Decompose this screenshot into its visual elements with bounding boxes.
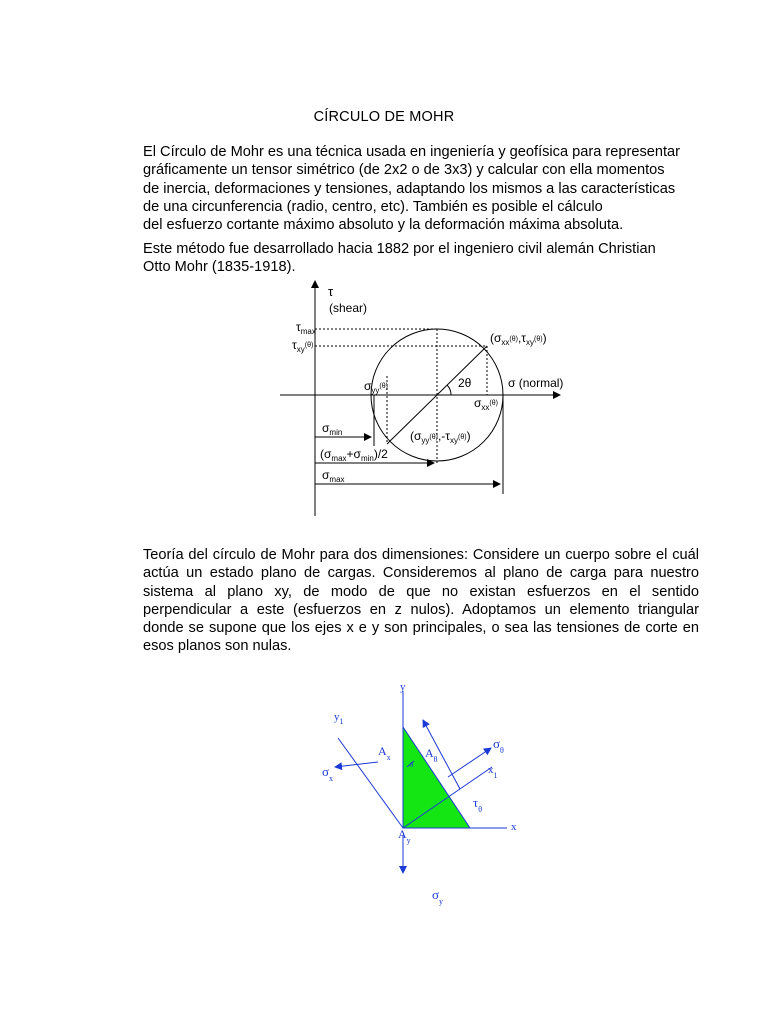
a-theta-label: $A_\theta$ <box>425 746 438 764</box>
paragraph-line: sistema al plano xy, de modo de que no existan esfuerzos en el sentido <box>143 583 699 600</box>
tau-theta-label: $\tau_\theta$ <box>473 795 483 814</box>
shear-label: (shear) <box>329 301 368 315</box>
paragraph-line: de inercia, deformaciones y tensiones, adaptando los mismos a las características <box>143 180 676 197</box>
y-axis-label: y <box>400 681 406 693</box>
paragraph-line: gráficamente un tensor simétrico (de 2x2 o de 3x3) y calcular con ella momentos <box>143 162 665 179</box>
sigma-xx-theta-label: $\sigma_{xx}^{(\theta)}$ <box>474 396 498 412</box>
paragraph-line: actúa un estado plano de cargas. Consideremos al plano de carga para nuestro <box>143 565 699 582</box>
y1-label: $y_1$ <box>334 711 344 726</box>
x-axis-label: x <box>511 821 517 833</box>
sigma-max-label: $\sigma_{max}$ <box>322 468 345 484</box>
paragraph-line: Teoría del círculo de Mohr para dos dimensiones: Considere un cuerpo sobre el cuál <box>143 547 699 563</box>
paragraph-line: esos planos son nulas. <box>143 638 292 655</box>
triangular-element-diagram <box>310 675 530 915</box>
sigma-min-label: $\sigma_{min}$ <box>322 421 343 437</box>
paragraph-line: del esfuerzo cortante máximo absoluto y la deformación máxima absoluta. <box>143 217 624 234</box>
paragraph-line: perpendicular a este (esfuerzos en z nulos). Adoptamos un elemento triangular <box>143 601 699 618</box>
tau-max-label: $\tau_{max}$ <box>296 320 316 336</box>
sigma-axis-label: σ (normal) <box>508 376 564 390</box>
x1-label: $x_1$ <box>488 764 498 780</box>
tau-axis-label: τ <box>328 284 334 299</box>
intro-paragraph <box>143 143 699 234</box>
mohr-circle-diagram <box>270 276 570 516</box>
two-theta-label: 2θ <box>458 376 472 390</box>
center-expression-label: $(\sigma_{max}+\sigma_{min})/2$ <box>320 447 388 463</box>
y1-axis-line <box>338 738 403 828</box>
paragraph-line: de una circunferencia (radio, centro, etc). También es posible el cálculo <box>143 198 603 215</box>
theta-angle-label: θ <box>410 761 414 769</box>
theory-paragraph <box>143 546 699 656</box>
page-title: CÍRCULO DE MOHR <box>313 109 455 125</box>
tau-xy-theta-label: $\tau_{xy}^{(\theta)}$ <box>292 338 314 354</box>
sigma-x-label: $\sigma_x$ <box>322 764 334 783</box>
paragraph-line: El Círculo de Mohr es una técnica usada en ingeniería y geofísica para representar <box>143 144 681 160</box>
sigma-theta-label: $\sigma_\theta$ <box>493 736 504 755</box>
upper-point-label: $(\sigma_{xx}^{(\theta)},\tau_{xy}^{(\theta)})$ <box>490 331 547 347</box>
triangular-element <box>403 727 470 828</box>
sigma-yy-theta-label: $\sigma_{yy}^{(\theta)}$ <box>364 379 388 395</box>
paragraph-line: Otto Mohr (1835-1918). <box>143 259 296 276</box>
paragraph-line: Este método fue desarrollado hacia 1882 por el ingeniero civil alemán Christian <box>143 241 656 257</box>
a-y-label: $A_y$ <box>398 827 411 845</box>
a-x-label: $A_x$ <box>378 744 391 762</box>
lower-point-label: $(\sigma_{yy}^{(\theta)},-\tau_{xy}^{(\theta)})$ <box>410 429 471 445</box>
paragraph-line: donde se supone que los ejes x e y son principales, o sea las tensiones de corte en <box>143 620 699 637</box>
history-paragraph <box>143 240 699 277</box>
sigma-y-label: $\sigma_y$ <box>432 887 444 906</box>
